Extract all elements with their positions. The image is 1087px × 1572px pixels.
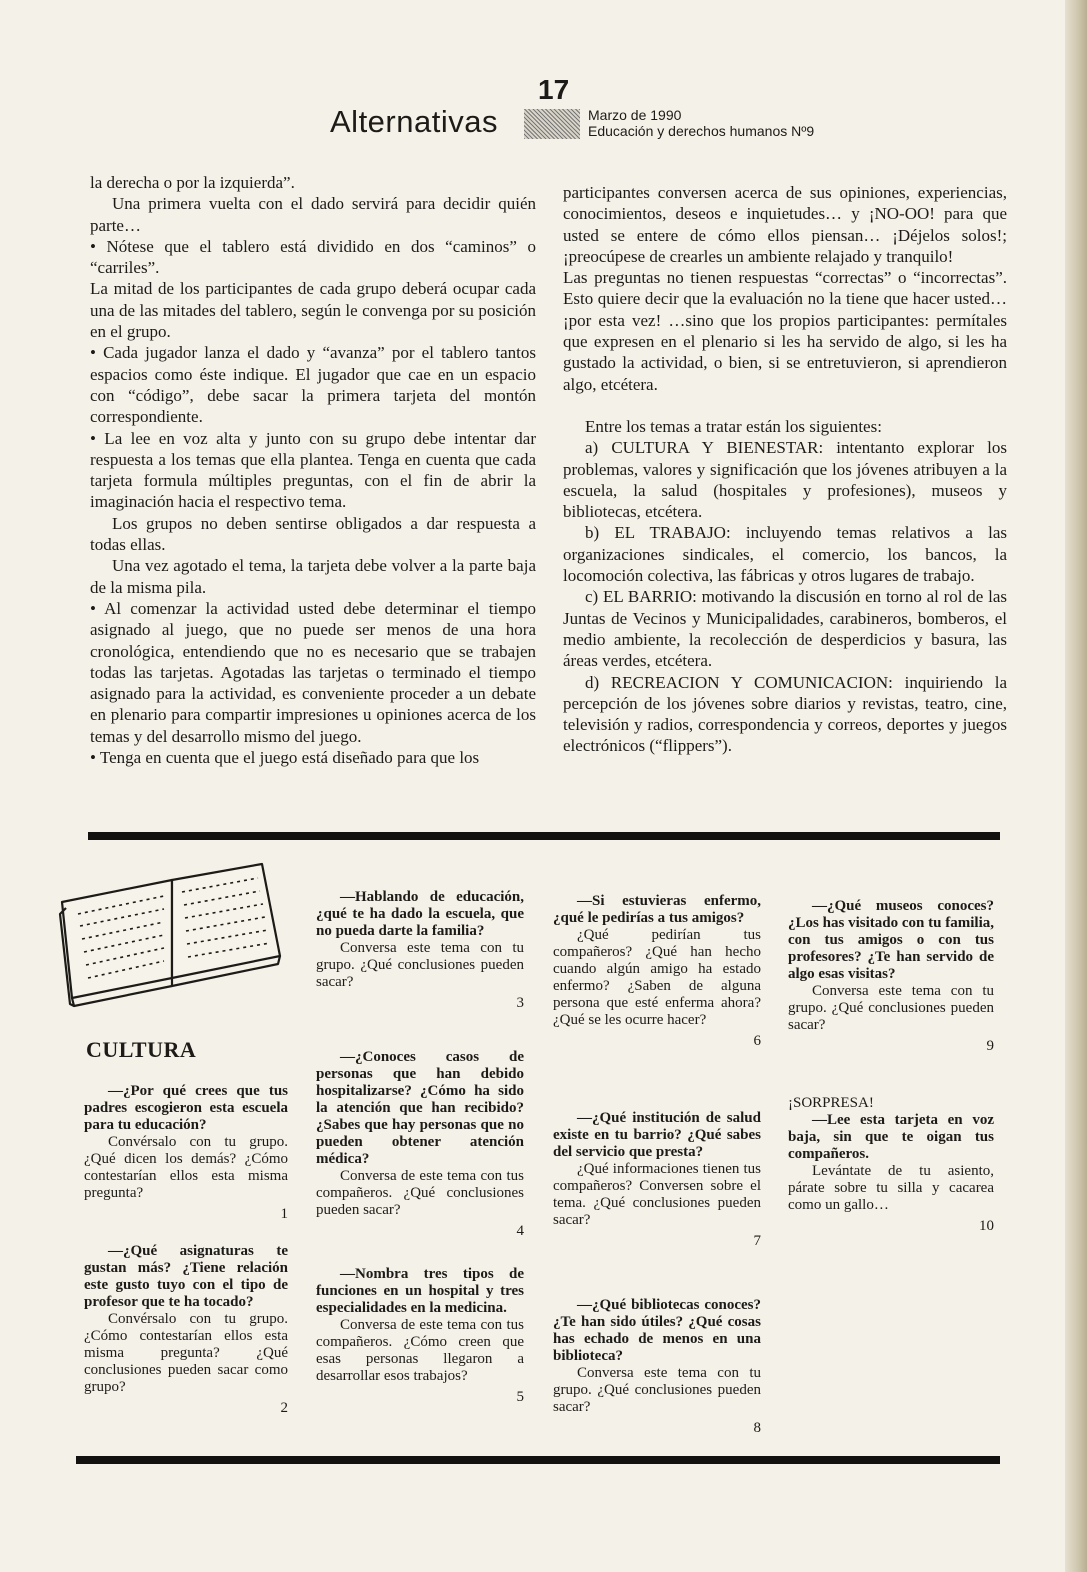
paragraph: c) EL BARRIO: motivando la discusión en torno al rol de las Juntas de Vecinos y Municipalidades, carabineros, bomberos, el medio ambiente, la recolección de desperdicios y basura, las áreas verdes, etcétera. <box>563 587 1007 671</box>
card-question: —Nombra tres tipos de funciones en un hospital y tres especialidades en la medicina. <box>316 1266 524 1316</box>
card-question: —Hablando de educación, ¿qué te ha dado la escuela, que no pueda darte la familia? <box>316 889 524 939</box>
question-card <box>788 1095 994 1235</box>
issue-date: Marzo de 1990 <box>588 107 682 123</box>
paragraph: Las preguntas no tienen respuestas “correctas” o “incorrectas”. Esto quiere decir que la evaluación no la tiene que hacer usted… ¡por esta vez! …sino que los propios participantes: permítales que expresen en el plenario si les ha servido de algo, si les ha gustado la actividad, o bien, si se entretuvieron, si aprendieron algo, etcétera. <box>563 268 1007 394</box>
paragraph: Una vez agotado el tema, la tarjeta debe volver a la parte baja de la misma pila. <box>90 556 536 597</box>
card-number: 7 <box>753 1233 761 1249</box>
paragraph: d) RECREACION Y COMUNICACION: inquiriendo la percepción de los jóvenes sobre diarios y revistas, teatro, cine, televisión y radios, correspondencia y correos, deportes y juegos electrónicos (“flippers”). <box>563 672 1007 756</box>
page-header <box>0 74 1087 144</box>
card-text: Conversa este tema con tu grupo. ¿Qué conclusiones pueden sacar? <box>788 983 994 1033</box>
question-card <box>553 893 761 1050</box>
card-text: Conversa de este tema con tus compañeros. ¿Qué conclusiones pueden sacar? <box>316 1168 524 1218</box>
question-card <box>316 889 524 1012</box>
paragraph: La mitad de los participantes de cada grupo deberá ocupar cada una de las mitades del tablero, según le convenga por su posición en el grupo. <box>90 279 536 342</box>
section-divider-bottom <box>76 1456 1000 1464</box>
paragraph: • Nótese que el tablero está dividido en dos “caminos” o “carriles”. <box>90 236 536 278</box>
card-question: —¿Por qué crees que tus padres escogieron esta escuela para tu educación? <box>84 1083 288 1133</box>
paragraph: Entre los temas a tratar están los siguientes: <box>585 416 882 436</box>
paragraph: • Tenga en cuenta que el juego está diseñado para que los <box>90 748 480 768</box>
paragraph: • La lee en voz alta y junto con su grupo debe intentar dar respuesta a los temas que ella plantea. Tenga en cuenta que cada tarjeta formula múltiples preguntas, con el fin de abrir la imaginación hacia el respectivo tema. <box>90 428 536 512</box>
page-edge <box>1065 0 1087 1572</box>
question-card <box>788 898 994 1055</box>
card-number: 8 <box>753 1420 761 1436</box>
card-text: Conversa este tema con tu grupo. ¿Qué conclusiones pueden sacar? <box>316 940 524 990</box>
issue-series: Educación y derechos humanos Nº9 <box>588 123 815 139</box>
card-number: 4 <box>516 1223 524 1239</box>
question-card <box>84 1083 288 1223</box>
question-card <box>316 1049 524 1240</box>
paragraph: • Al comenzar la actividad usted debe determinar el tiempo asignado al juego, que no puede ser menos de una hora cronológica, entendiendo que no es necesario que se trabajen todas las tarjetas. Agotadas las tarjetas o terminado el tiempo asignado para la actividad, es conveniente proceder a un debate en plenario para compartir impresiones u opiniones acerca de los temas y del desarrollo mismo del juego. <box>90 598 536 746</box>
question-card <box>316 1266 524 1406</box>
magazine-title: Alternativas <box>330 104 498 139</box>
paragraph: la derecha o por la izquierda”. <box>90 173 295 192</box>
card-number: 10 <box>979 1218 994 1234</box>
card-question: —¿Qué museos conoces? ¿Los has visitado con tu familia, con tus amigos o con tus profesores? ¿Te han servido de algo esas visitas? <box>788 898 994 982</box>
right-column <box>563 182 1007 757</box>
card-question: —¿Qué institución de salud existe en tu barrio? ¿Qué sabes del servicio que presta? <box>553 1110 761 1160</box>
card-number: 9 <box>986 1038 994 1054</box>
card-question: —¿Conoces casos de personas que han debido hospitalizarse? ¿Cómo ha sido la atención que han recibido? ¿Sabes que hay personas que no pueden obtener atención médica? <box>316 1049 524 1167</box>
card-number: 1 <box>280 1206 288 1222</box>
card-text: Conversa este tema con tu grupo. ¿Qué conclusiones pueden sacar? <box>553 1365 761 1415</box>
page-number: 17 <box>538 74 570 105</box>
section-heading: CULTURA <box>86 1037 197 1062</box>
paragraph: b) EL TRABAJO: incluyendo temas relativos a las organizaciones sindicales, el comercio, los bancos, la locomoción colectiva, las fábricas y otros lugares de trabajo. <box>563 523 1007 586</box>
card-text: ¿Qué pedirían tus compañeros? ¿Qué han hecho cuando algún amigo ha estado enfermo? ¿Saben de alguna persona que esté enferma ahora? ¿Qué se les ocurre hacer? <box>553 927 761 1028</box>
question-card <box>553 1297 761 1437</box>
card-question: —¿Qué bibliotecas conoces? ¿Te han sido útiles? ¿Qué cosas has echado de menos en una biblioteca? <box>553 1297 761 1364</box>
card-text: ¿Qué informaciones tienen tus compañeros? Conversen sobre el tema. ¿Qué conclusiones pueden sacar? <box>553 1161 761 1228</box>
card-question: —¿Qué asignaturas te gustan más? ¿Tiene relación este gusto tuyo con el tipo de profesor que te ha tocado? <box>84 1243 288 1310</box>
card-label: ¡SORPRESA! <box>788 1095 874 1111</box>
open-book-icon <box>52 860 284 1010</box>
card-number: 5 <box>516 1389 524 1405</box>
left-column <box>90 172 536 768</box>
card-text: Levántate de tu asiento, párate sobre tu silla y cacarea como un gallo… <box>788 1163 994 1213</box>
card-question: —Si estuvieras enfermo, ¿qué le pedirías a tus amigos? <box>553 893 761 926</box>
card-number: 6 <box>753 1033 761 1049</box>
question-card <box>553 1110 761 1250</box>
card-question: —Lee esta tarjeta en voz baja, sin que te oigan tus compañeros. <box>788 1112 994 1162</box>
paragraph: Una primera vuelta con el dado servirá para decidir quién parte… <box>90 194 536 235</box>
paragraph: participantes conversen acerca de sus opiniones, experiencias, conocimientos, deseos e inquietudes… y ¡NO-OO! para que usted se entere de cómo ellos piensan… ¡Déjelos solos!; ¡preocúpese de crearles un ambiente relajado y tranquilo! <box>563 183 1007 266</box>
card-text: Conversa de este tema con tus compañeros. ¿Cómo creen que esas personas llegaron a desarrollar esos trabajos? <box>316 1317 524 1384</box>
card-number: 2 <box>280 1400 288 1416</box>
section-divider-top <box>88 832 1000 840</box>
question-card <box>84 1243 288 1417</box>
paragraph: a) CULTURA Y BIENESTAR: intentanto explorar los problemas, valores y significación que los jóvenes atribuyen a la escuela, la salud (hospitales y profesiones), museos y bibliotecas, etcétera. <box>563 438 1007 522</box>
card-text: Convérsalo con tu grupo. ¿Qué dicen los demás? ¿Cómo contestarían ellos esta misma pregunta? <box>84 1134 288 1201</box>
paragraph: • Cada jugador lanza el dado y “avanza” por el tablero tantos espacios como éste indique. El jugador que cae en un espacio con “código”, debe sacar la primera tarjeta del montón correspondiente. <box>90 343 536 427</box>
card-text: Convérsalo con tu grupo. ¿Cómo contestarían ellos esta misma pregunta? ¿Qué conclusiones pueden sacar como grupo? <box>84 1311 288 1395</box>
paragraph: Los grupos no deben sentirse obligados a dar respuesta a todas ellas. <box>90 513 536 555</box>
header-pattern <box>524 109 580 139</box>
card-number: 3 <box>516 995 524 1011</box>
